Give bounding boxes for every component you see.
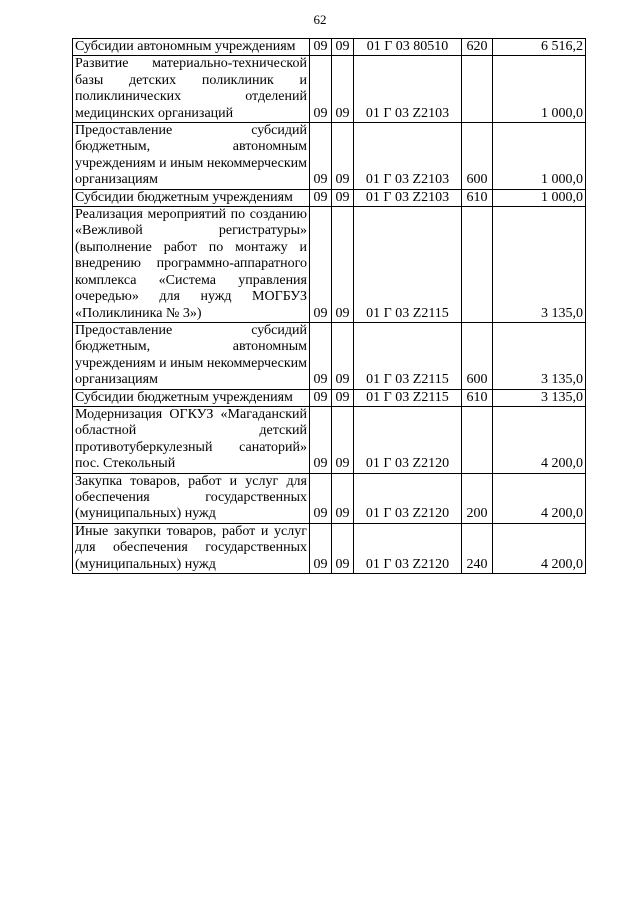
row-subsection-cell: 09 xyxy=(332,473,354,523)
row-amount-cell: 6 516,2 xyxy=(493,39,586,56)
row-name-cell: Субсидии бюджетным учреждениям xyxy=(73,189,310,206)
row-subsection-cell: 09 xyxy=(332,56,354,123)
row-amount-cell: 3 135,0 xyxy=(493,207,586,323)
row-section-cell: 09 xyxy=(310,123,332,190)
row-target-code-cell: 01 Г 03 Z2115 xyxy=(354,389,462,406)
row-expense-type-cell: 600 xyxy=(462,123,493,190)
row-target-code-cell: 01 Г 03 Z2103 xyxy=(354,123,462,190)
row-target-code-cell: 01 Г 03 Z2115 xyxy=(354,207,462,323)
row-section-cell: 09 xyxy=(310,189,332,206)
row-target-code-cell: 01 Г 03 80510 xyxy=(354,39,462,56)
table-row xyxy=(73,523,586,573)
row-expense-type-cell: 610 xyxy=(462,189,493,206)
table-row xyxy=(73,123,586,190)
row-amount-cell: 4 200,0 xyxy=(493,406,586,473)
row-name-cell: Субсидии бюджетным учреждениям xyxy=(73,389,310,406)
row-expense-type-cell: 600 xyxy=(462,322,493,389)
row-expense-type-cell: 240 xyxy=(462,523,493,573)
table-row xyxy=(73,207,586,323)
row-name-cell: Субсидии автономным учреждениям xyxy=(73,39,310,56)
table-row xyxy=(73,39,586,56)
row-name-cell: Иные закупки товаров, работ и услуг для обеспечения государственных (муниципальных) нужд xyxy=(73,523,310,573)
row-amount-cell: 4 200,0 xyxy=(493,473,586,523)
row-name-cell: Закупка товаров, работ и услуг для обеспечения государственных (муниципальных) нужд xyxy=(73,473,310,523)
row-amount-cell: 1 000,0 xyxy=(493,189,586,206)
row-subsection-cell: 09 xyxy=(332,406,354,473)
row-target-code-cell: 01 Г 03 Z2120 xyxy=(354,406,462,473)
row-amount-cell: 1 000,0 xyxy=(493,56,586,123)
row-target-code-cell: 01 Г 03 Z2103 xyxy=(354,189,462,206)
row-name-cell: Модернизация ОГКУЗ «Магаданский областной детский противотуберкулезный санаторий» пос. Стекольный xyxy=(73,406,310,473)
row-amount-cell: 1 000,0 xyxy=(493,123,586,190)
row-subsection-cell: 09 xyxy=(332,523,354,573)
row-amount-cell: 4 200,0 xyxy=(493,523,586,573)
row-amount-cell: 3 135,0 xyxy=(493,389,586,406)
row-section-cell: 09 xyxy=(310,322,332,389)
row-section-cell: 09 xyxy=(310,406,332,473)
row-expense-type-cell xyxy=(462,207,493,323)
budget-table xyxy=(72,38,586,574)
table-row xyxy=(73,406,586,473)
table-row xyxy=(73,189,586,206)
table-row xyxy=(73,56,586,123)
row-expense-type-cell xyxy=(462,56,493,123)
budget-table-body xyxy=(73,39,586,574)
row-target-code-cell: 01 Г 03 Z2115 xyxy=(354,322,462,389)
row-subsection-cell: 09 xyxy=(332,189,354,206)
row-expense-type-cell: 200 xyxy=(462,473,493,523)
table-row xyxy=(73,322,586,389)
row-name-cell: Развитие материально-технической базы детских поликлиник и поликлинических отделений медицинских организаций xyxy=(73,56,310,123)
row-subsection-cell: 09 xyxy=(332,207,354,323)
row-subsection-cell: 09 xyxy=(332,389,354,406)
row-target-code-cell: 01 Г 03 Z2120 xyxy=(354,473,462,523)
page-number: 62 xyxy=(313,12,327,27)
row-subsection-cell: 09 xyxy=(332,322,354,389)
table-row xyxy=(73,473,586,523)
row-section-cell: 09 xyxy=(310,56,332,123)
row-subsection-cell: 09 xyxy=(332,123,354,190)
row-section-cell: 09 xyxy=(310,39,332,56)
row-expense-type-cell xyxy=(462,406,493,473)
row-section-cell: 09 xyxy=(310,207,332,323)
row-section-cell: 09 xyxy=(310,523,332,573)
row-name-cell: Предоставление субсидий бюджетным, автономным учреждениям и иным некоммерческим организациям xyxy=(73,322,310,389)
row-subsection-cell: 09 xyxy=(332,39,354,56)
row-section-cell: 09 xyxy=(310,473,332,523)
row-name-cell: Реализация мероприятий по созданию «Вежливой регистратуры» (выполнение работ по монтажу и внедрению программно-аппаратного комплекса «Система управления очередью» для нужд МОГБУЗ «Поликлиника № 3») xyxy=(73,207,310,323)
row-expense-type-cell: 610 xyxy=(462,389,493,406)
row-section-cell: 09 xyxy=(310,389,332,406)
row-target-code-cell: 01 Г 03 Z2120 xyxy=(354,523,462,573)
row-amount-cell: 3 135,0 xyxy=(493,322,586,389)
row-name-cell: Предоставление субсидий бюджетным, автономным учреждениям и иным некоммерческим организациям xyxy=(73,123,310,190)
row-expense-type-cell: 620 xyxy=(462,39,493,56)
row-target-code-cell: 01 Г 03 Z2103 xyxy=(354,56,462,123)
table-row xyxy=(73,389,586,406)
